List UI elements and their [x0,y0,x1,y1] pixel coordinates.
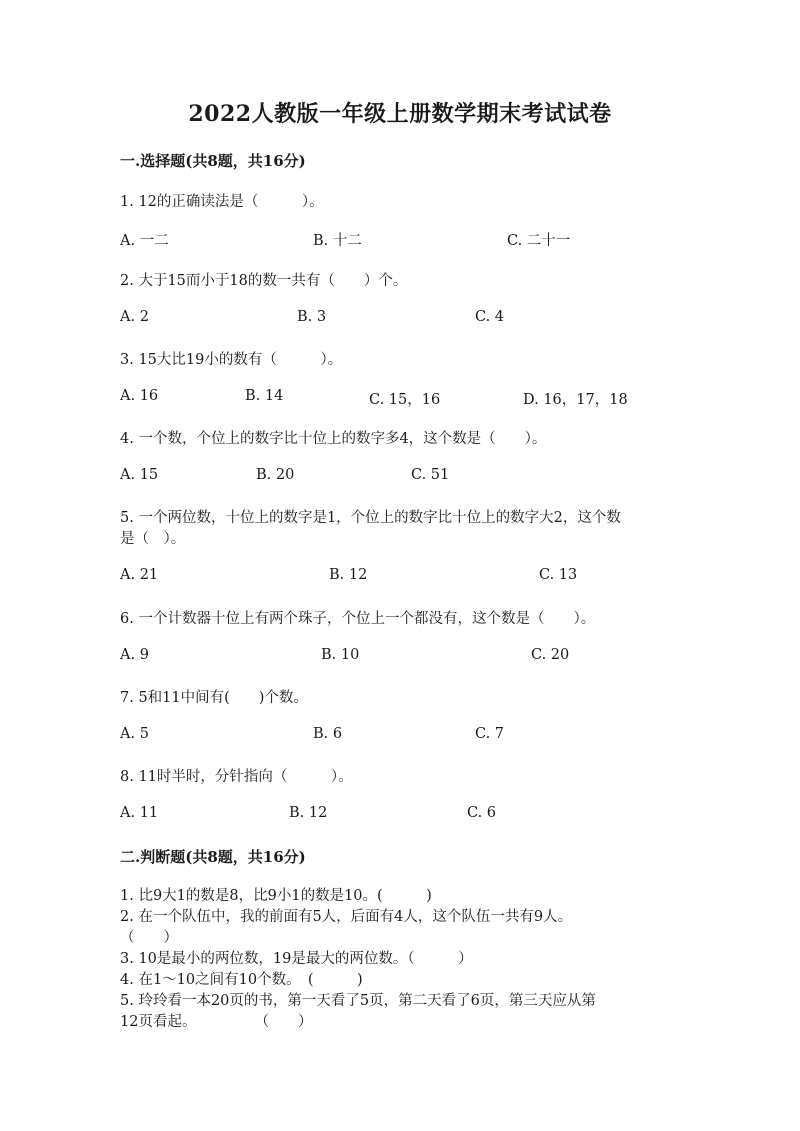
option-3b: B. 14 [245,388,284,404]
question-3: 3. 15大比19小的数有（ ）。 [120,352,343,368]
option-7b: B. 6 [313,726,343,742]
tf-item-2: 2. 在一个队伍中，我的前面有5人，后面有4人，这个队伍一共有9人。 [120,909,573,925]
option-5a: A. 21 [120,567,159,583]
tf-item-1: 1. 比9大1的数是8，比9小1的数是10。( ) [120,888,432,904]
question-4: 4. 一个数，个位上的数字比十位上的数字多4，这个数是（ ）。 [120,431,547,447]
option-6a: A. 9 [120,647,149,663]
tf-item-2-blank: （ ） [120,930,178,946]
option-6c: C. 20 [531,647,570,663]
option-2b: B. 3 [297,309,327,325]
option-2c: C. 4 [475,309,505,325]
tf-item-5: 5. 玲玲看一本20页的书，第一天看了5页，第二天看了6页，第三天应从第 [120,993,596,1009]
option-5c: C. 13 [539,567,578,583]
option-1a: A. 一二 [120,233,169,249]
option-4c: C. 51 [411,467,450,483]
tf-item-3: 3. 10是最小的两位数，19是最大的两位数。（ ） [120,951,473,967]
option-2a: A. 2 [120,309,149,325]
option-4b: B. 20 [256,467,295,483]
option-6b: B. 10 [321,647,360,663]
question-8: 8. 11时半时，分针指向（ ）。 [120,769,353,785]
question-2: 2. 大于15而小于18的数一共有（ ）个。 [120,273,408,289]
tf-item-4: 4. 在1～10之间有10个数。 ( ) [120,972,363,988]
section-header-true-false: 二.判断题(共8题，共16分) [120,848,306,866]
option-5b: B. 12 [329,567,368,583]
question-1: 1. 12的正确读法是（ ）。 [120,194,324,210]
question-5: 5. 一个两位数，十位上的数字是1，个位上的数字比十位上的数字大2，这个数 [120,510,621,526]
option-7a: A. 5 [120,726,149,742]
option-7c: C. 7 [475,726,505,742]
option-1c: C. 二十一 [507,233,571,249]
option-3a: A. 16 [120,388,159,404]
option-3d: D. 16，17，18 [523,392,628,408]
option-3c: C. 15，16 [369,392,441,408]
tf-item-5-continued: 12页看起。 （ ） [120,1014,313,1030]
option-8c: C. 6 [467,805,497,821]
question-7: 7. 5和11中间有( )个数。 [120,690,308,706]
option-1b: B. 十二 [313,233,362,249]
option-4a: A. 15 [120,467,159,483]
option-8a: A. 11 [120,805,159,821]
option-8b: B. 12 [289,805,328,821]
question-6: 6. 一个计数器十位上有两个珠子，个位上一个都没有，这个数是（ ）。 [120,611,596,627]
section-header-choice: 一.选择题(共8题，共16分) [120,152,306,170]
page-title: 2022人教版一年级上册数学期末考试试卷 [188,101,612,127]
question-5-continued: 是（ ）。 [120,531,186,547]
